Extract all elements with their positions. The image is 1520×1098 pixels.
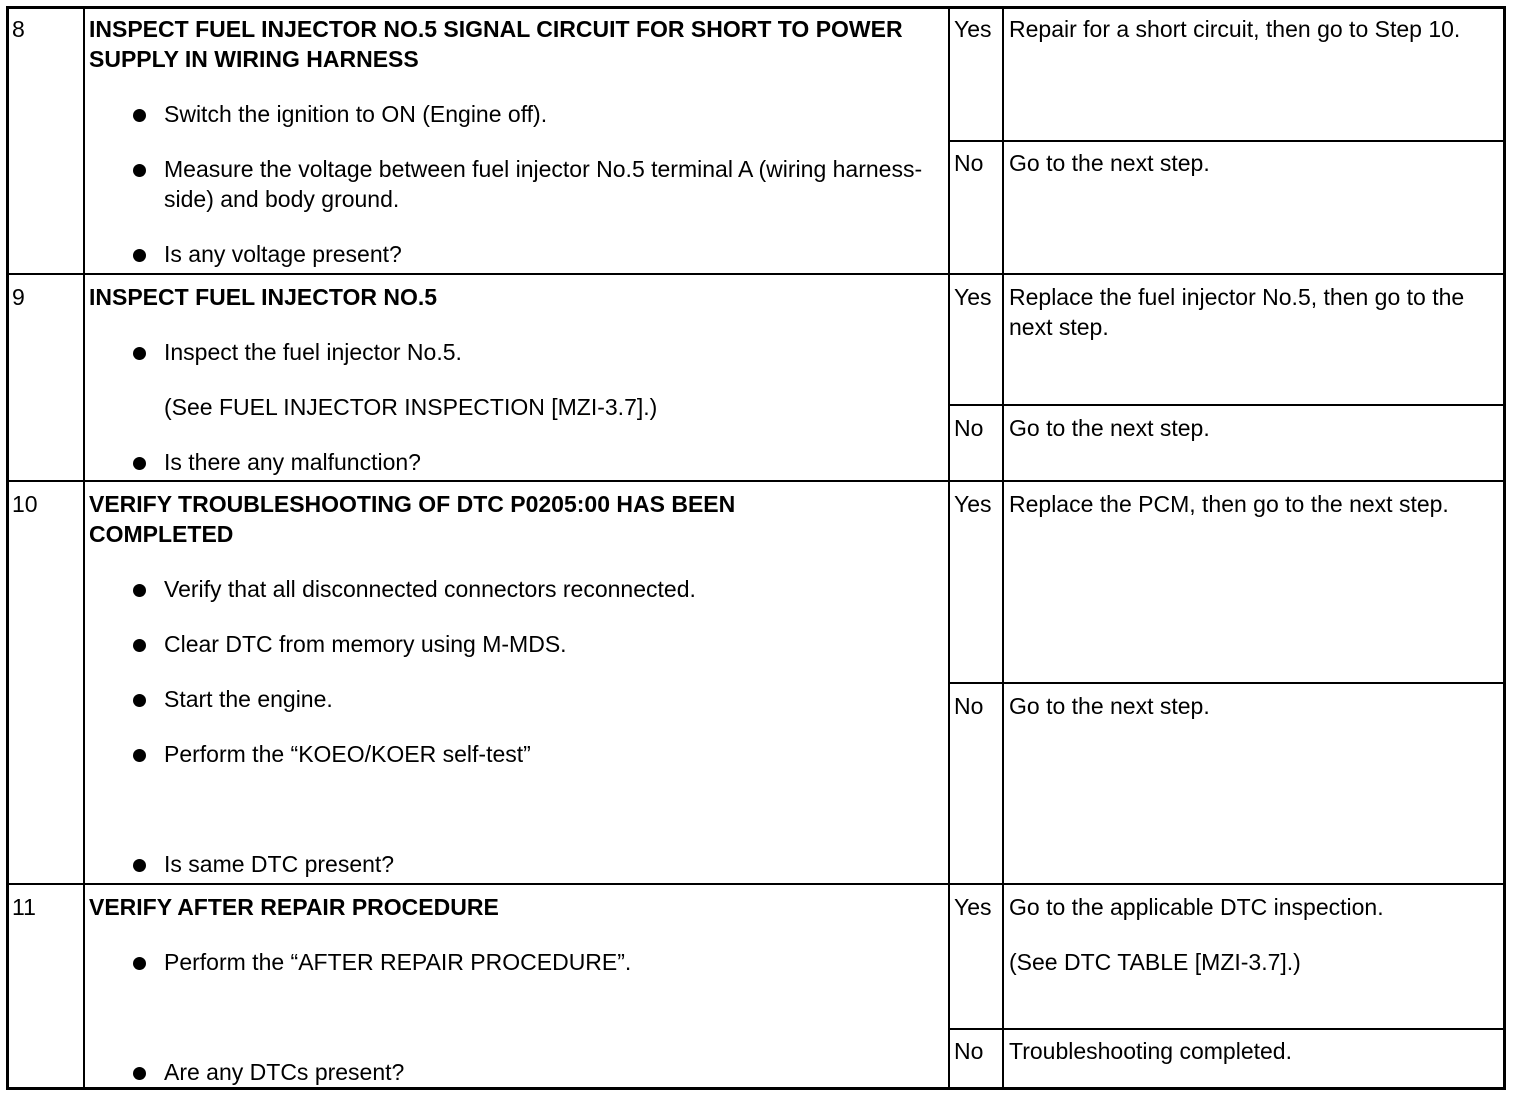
bullet-icon: [133, 457, 146, 470]
bullet-icon: [133, 859, 146, 872]
step-item: Measure the voltage between fuel injector No.5 terminal A (wiring harness-side) and body ground.: [164, 156, 923, 212]
step-item: Clear DTC from memory using M-MDS.: [164, 631, 567, 657]
step-number: 11: [12, 894, 36, 920]
step-item: Is any voltage present?: [164, 241, 402, 267]
yes-action: Repair for a short circuit, then go to Step 10.: [1009, 16, 1461, 42]
step-item: Perform the “AFTER REPAIR PROCEDURE”.: [164, 949, 632, 975]
bullet-icon: [133, 109, 146, 122]
step-number: 8: [12, 16, 25, 42]
no-action: Go to the next step.: [1009, 415, 1210, 441]
yes-no-divider: [948, 404, 1503, 406]
step-number: 9: [12, 284, 25, 310]
no-label: No: [954, 693, 984, 719]
step-item: Start the engine.: [164, 686, 333, 712]
no-label: No: [954, 415, 984, 441]
troubleshooting-table: [6, 6, 1506, 1090]
no-action: Go to the next step.: [1009, 150, 1210, 176]
yes-no-divider: [948, 682, 1503, 684]
column-divider: [1002, 9, 1004, 1087]
column-divider: [948, 9, 950, 1087]
bullet-icon: [133, 1067, 146, 1080]
bullet-icon: [133, 639, 146, 652]
yes-action: Replace the fuel injector No.5, then go to the next step.: [1009, 284, 1465, 340]
yes-action: Go to the applicable DTC inspection.: [1009, 894, 1384, 920]
no-action: Troubleshooting completed.: [1009, 1038, 1292, 1064]
bullet-icon: [133, 584, 146, 597]
yes-label: Yes: [954, 491, 992, 517]
step-item: Switch the ignition to ON (Engine off).: [164, 101, 548, 127]
bullet-icon: [133, 347, 146, 360]
yes-action-reference: (See DTC TABLE [MZI-3.7].): [1009, 949, 1301, 975]
step-title: VERIFY AFTER REPAIR PROCEDURE: [89, 894, 499, 920]
step-title: INSPECT FUEL INJECTOR NO.5 SIGNAL CIRCUIT FOR SHORT TO POWER SUPPLY IN WIRING HARNESS: [89, 16, 903, 72]
step-item: Verify that all disconnected connectors reconnected.: [164, 576, 696, 602]
row-divider: [9, 480, 1503, 482]
yes-no-divider: [948, 1028, 1503, 1030]
step-item: Inspect the fuel injector No.5.: [164, 339, 462, 365]
yes-action: Replace the PCM, then go to the next step.: [1009, 491, 1449, 517]
step-item: Is there any malfunction?: [164, 449, 421, 475]
bullet-icon: [133, 249, 146, 262]
step-item-reference: (See FUEL INJECTOR INSPECTION [MZI-3.7].): [164, 394, 658, 420]
bullet-icon: [133, 957, 146, 970]
step-item: Perform the “KOEO/KOER self-test”: [164, 741, 531, 767]
step-item: Is same DTC present?: [164, 851, 395, 877]
column-divider: [83, 9, 85, 1087]
bullet-icon: [133, 164, 146, 177]
row-divider: [9, 883, 1503, 885]
no-action: Go to the next step.: [1009, 693, 1210, 719]
yes-no-divider: [948, 140, 1503, 142]
step-title: INSPECT FUEL INJECTOR NO.5: [89, 284, 438, 310]
row-divider: [9, 273, 1503, 275]
no-label: No: [954, 1038, 984, 1064]
yes-label: Yes: [954, 16, 992, 42]
step-item: Are any DTCs present?: [164, 1059, 405, 1085]
bullet-icon: [133, 749, 146, 762]
step-number: 10: [12, 491, 38, 517]
no-label: No: [954, 150, 984, 176]
step-title: VERIFY TROUBLESHOOTING OF DTC P0205:00 HAS BEEN COMPLETED: [89, 491, 736, 547]
bullet-icon: [133, 694, 146, 707]
yes-label: Yes: [954, 284, 992, 310]
yes-label: Yes: [954, 894, 992, 920]
